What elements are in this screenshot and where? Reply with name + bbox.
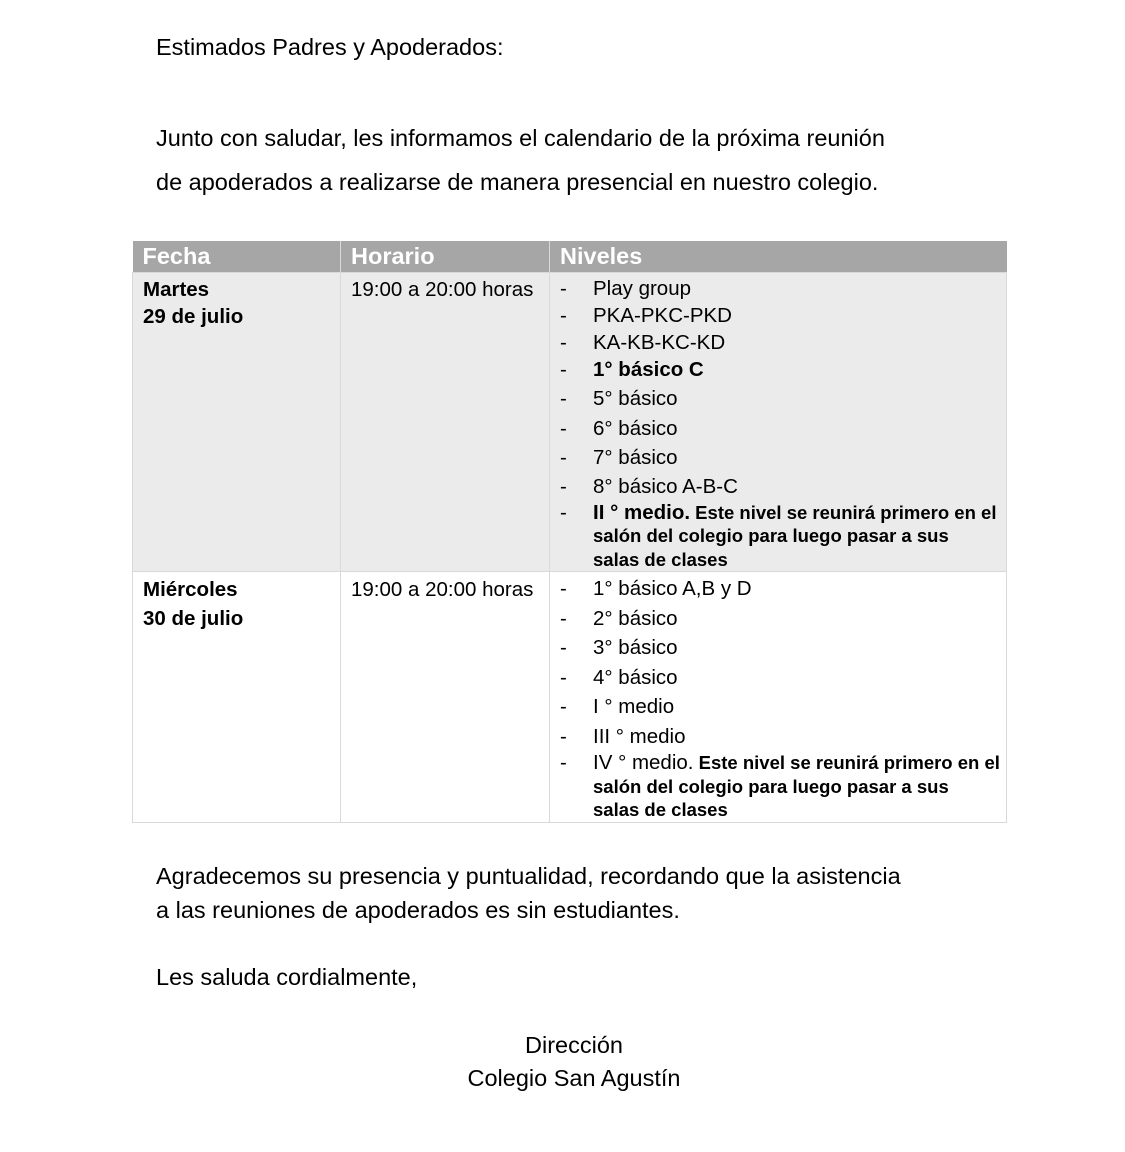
time-cell (341, 572, 550, 823)
thanks-line-1: Agradecemos su presencia y puntualidad, recordando que la asistencia (156, 863, 901, 889)
closing: Les saluda cordialmente, (156, 964, 418, 990)
list-item: - KA-KB-KC-KD (560, 331, 726, 354)
list-item: - 6° básico (560, 416, 678, 440)
levels-cell (550, 572, 1007, 823)
list-item: - 1° básico A,B y D (560, 577, 752, 600)
date-cell (133, 273, 341, 572)
list-item: - 7° básico (560, 446, 678, 469)
intro-line-1: Junto con saludar, les informamos el calendario de la próxima reunión (156, 125, 885, 151)
table-row (133, 273, 1007, 572)
header-niveles: Niveles (550, 241, 1007, 273)
thanks-line-2: a las reuniones de apoderados es sin estudiantes. (156, 897, 680, 923)
list-item: - PKA-PKC-PKD (560, 304, 732, 327)
greeting: Estimados Padres y Apoderados: (156, 34, 504, 60)
levels-list (550, 273, 1006, 571)
date-label: 29 de julio (143, 305, 244, 328)
time-label: 19:00 a 20:00 horas (351, 578, 534, 601)
header-fecha: Fecha (133, 241, 341, 273)
list-item-note: - IV ° medio. Este nivel se reunirá primero en el salón del colegio para luego pasar a sus salas de clases (560, 751, 1000, 820)
time-label: 19:00 a 20:00 horas (351, 278, 534, 301)
signature-school: Colegio San Agustín (467, 1065, 681, 1091)
intro-line-2: de apoderados a realizarse de manera presencial en nuestro colegio. (156, 169, 879, 195)
list-item: - I ° medio (560, 695, 675, 718)
header-horario: Horario (341, 241, 550, 273)
signature-department: Dirección (525, 1032, 623, 1058)
list-item: - 1° básico C (560, 358, 704, 381)
day-label: Miércoles (143, 578, 238, 601)
date-cell (133, 572, 341, 823)
meeting-schedule-table (132, 241, 1007, 823)
date-label: 30 de julio (143, 607, 244, 630)
list-item: - 4° básico (560, 665, 678, 689)
levels-list (550, 572, 1006, 822)
table-row (133, 572, 1007, 823)
day-label: Martes (143, 278, 210, 301)
list-item: - 8° básico A-B-C (560, 474, 738, 498)
levels-cell (550, 273, 1007, 572)
time-cell (341, 273, 550, 572)
list-item: - 3° básico (560, 636, 678, 659)
list-item-note: - II ° medio. Este nivel se reunirá primero en el salón del colegio para luego pasar a sus salas de clases (560, 500, 997, 570)
list-item: - III ° medio (560, 724, 686, 748)
list-item: - Play group (560, 277, 692, 300)
list-item: - 5° básico (560, 387, 678, 410)
table-header-row (133, 241, 1007, 273)
list-item: - 2° básico (560, 606, 678, 630)
